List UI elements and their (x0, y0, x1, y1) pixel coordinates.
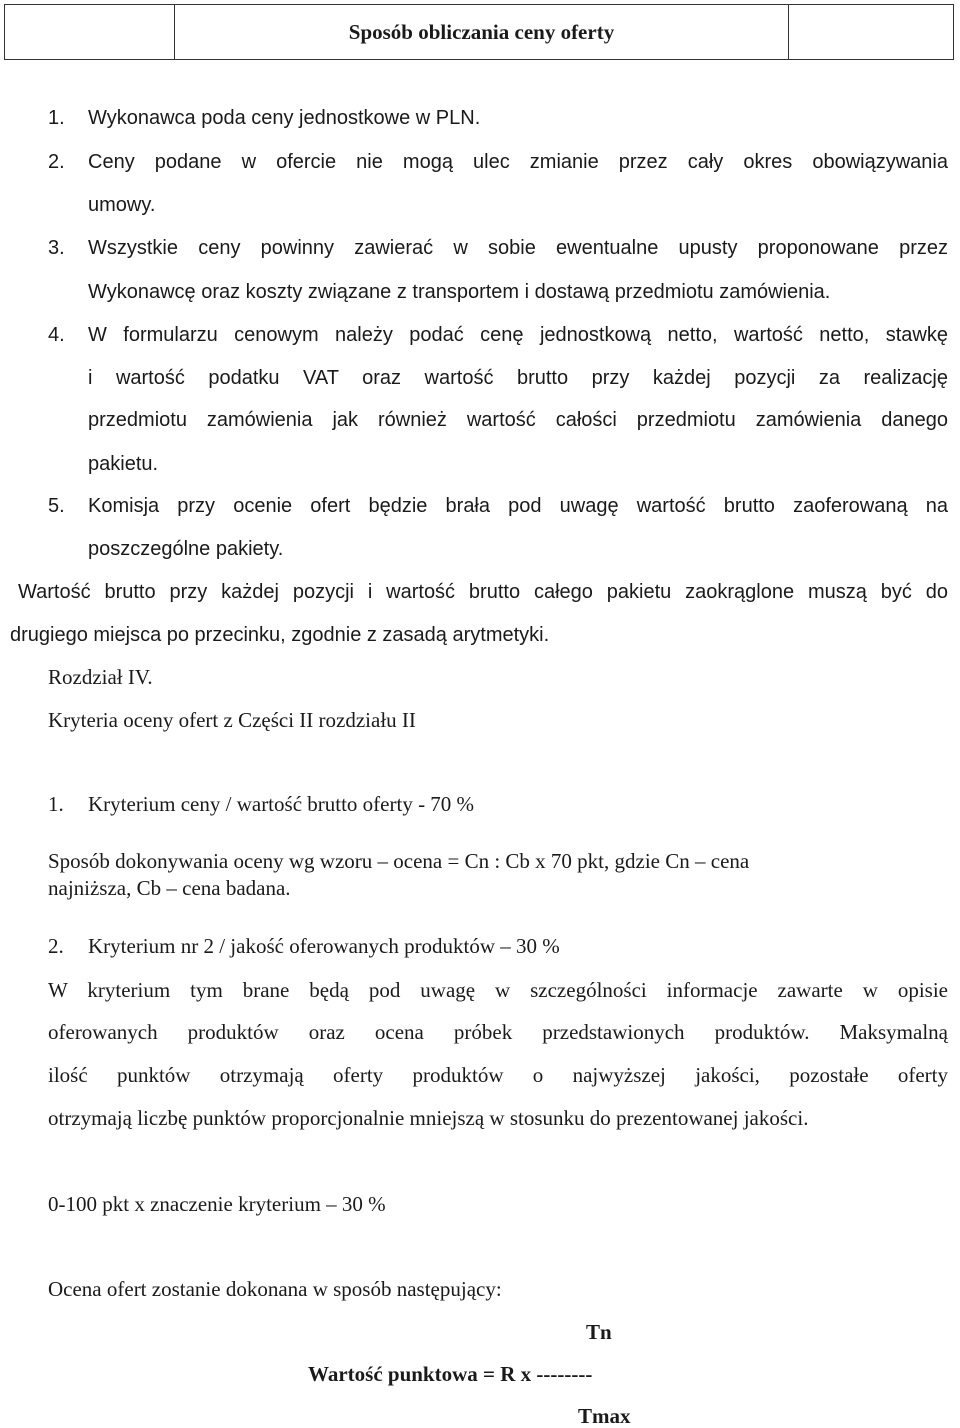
rounding-line: drugiego miejsca po przecinku, zgodnie z zasadą arytmetyki. (10, 624, 550, 646)
header-table (4, 4, 954, 60)
formula-expression: Wartość punktowa = R x -------- (308, 1362, 593, 1386)
criterion-description: W kryterium tym brane będą pod uwagę w szczególności informacje zawarte w opisie (48, 978, 948, 1002)
list-item-text: Wykonawca poda ceny jednostkowe w PLN. (88, 107, 481, 129)
criterion-method: najniższa, Cb – cena badana. (48, 876, 291, 900)
criterion-description: otrzymają liczbę punktów proporcjonalnie mniejszą w stosunku do prezentowanej jakości. (48, 1106, 809, 1130)
criterion-number: 1. (48, 792, 64, 816)
page-title: Sposób obliczania ceny oferty (175, 5, 789, 59)
criterion-title: Kryterium ceny / wartość brutto oferty - 70 % (88, 792, 475, 816)
list-item-text: Wszystkie ceny powinny zawierać w sobie ewentualne upusty proponowane przez (88, 237, 948, 259)
list-item-text: umowy. (88, 194, 156, 216)
list-item-number: 1. (48, 107, 65, 129)
formula-numerator: Tn (586, 1320, 612, 1344)
list-item-text: Wykonawcę oraz koszty związane z transportem i dostawą przedmiotu zamówienia. (88, 281, 831, 303)
list-item-text: i wartość podatku VAT oraz wartość brutto przy każdej pozycji za realizację (88, 367, 948, 389)
chapter-heading: Rozdział IV. (48, 665, 153, 689)
criterion-number: 2. (48, 934, 64, 958)
criterion-title: Kryterium nr 2 / jakość oferowanych produktów – 30 % (88, 934, 560, 958)
assessment-intro: Ocena ofert zostanie dokonana w sposób następujący: (48, 1277, 502, 1301)
list-item-text: przedmiotu zamówienia jak również wartość całości przedmiotu zamówienia danego (88, 409, 948, 431)
criterion-method: Sposób dokonywania oceny wg wzoru – ocena = Cn : Cb x 70 pkt, gdzie Cn – cena (48, 849, 750, 873)
list-item-text: W formularzu cenowym należy podać cenę jednostkową netto, wartość netto, stawkę (88, 324, 948, 346)
list-item-text: poszczególne pakiety. (88, 538, 284, 560)
criterion-description: oferowanych produktów oraz ocena próbek przedstawionych produktów. Maksymalną (48, 1020, 948, 1044)
list-item-number: 2. (48, 151, 65, 173)
criterion-scale: 0-100 pkt x znaczenie kryterium – 30 % (48, 1192, 386, 1216)
header-cell-left (5, 5, 175, 59)
list-item-number: 4. (48, 324, 65, 346)
criterion-description: ilość punktów otrzymają oferty produktów o najwyższej jakości, pozostałe oferty (48, 1063, 948, 1087)
list-item-number: 3. (48, 237, 65, 259)
header-cell-right (789, 5, 953, 59)
list-item-number: 5. (48, 495, 65, 517)
list-item-text: pakietu. (88, 453, 159, 475)
formula-denominator: Tmax (578, 1404, 631, 1428)
criteria-title: Kryteria oceny ofert z Części II rozdziału II (48, 708, 416, 732)
list-item-text: Komisja przy ocenie ofert będzie brała pod uwagę wartość brutto zaoferowaną na (88, 495, 948, 517)
rounding-line: Wartość brutto przy każdej pozycji i wartość brutto całego pakietu zaokrąglone muszą być do (18, 581, 948, 603)
list-item-text: Ceny podane w ofercie nie mogą ulec zmianie przez cały okres obowiązywania (88, 151, 948, 173)
